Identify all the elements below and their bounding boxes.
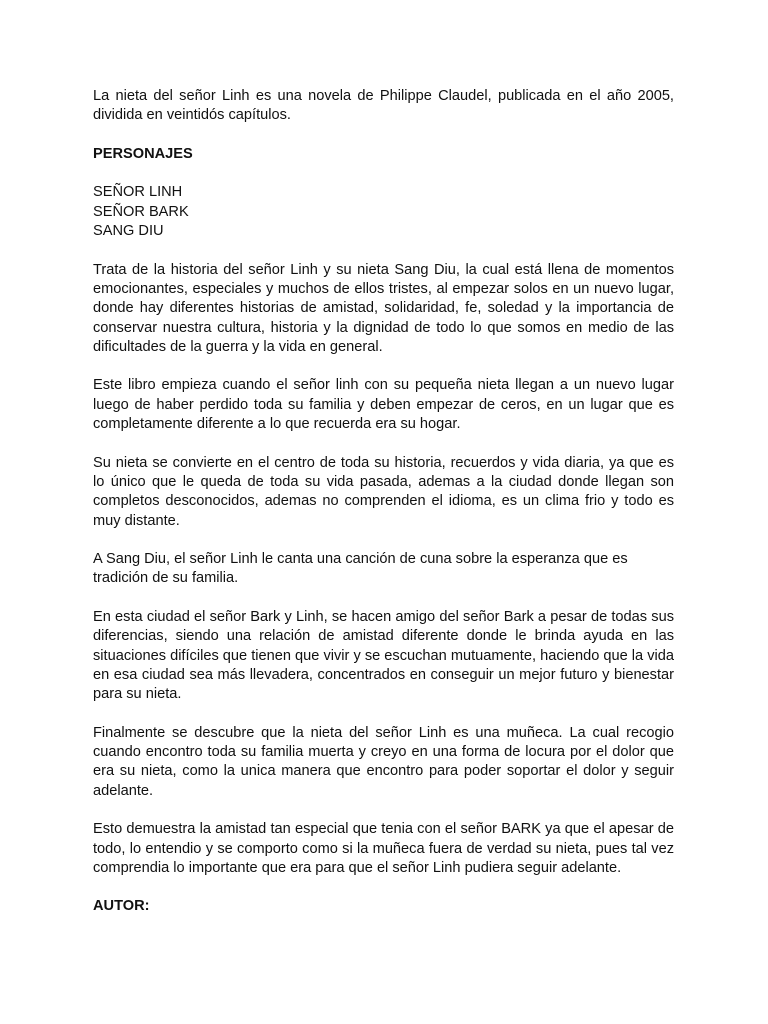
body-paragraph: En esta ciudad el señor Bark y Linh, se hacen amigo del señor Bark a pesar de todas sus diferencias, siendo una relación de amistad diferente donde le brinda ayuda en las situaciones difíciles que tienen que vivir y se escuchan mutuamente, haciendo que la vida en esa ciudad sea más llevadera, concentrados en conseguir un mejor futuro y bienestar para su nieta. (93, 609, 674, 703)
body-paragraph: Finalmente se descubre que la nieta del señor Linh es una muñeca. La cual recogio cuando encontro toda su familia muerta y creyo en una forma de locura por el dolor que era su nieta, como la unica manera que encontro para poder soportar el dolor y seguir adelante. (93, 724, 674, 799)
author-heading: AUTOR: (93, 898, 150, 915)
body-paragraph: A Sang Diu, el señor Linh le canta una canción de cuna sobre la esperanza que es tradición de su familia. (93, 551, 628, 587)
character-item: SEÑOR LINH (93, 184, 183, 201)
body-paragraph: Este libro empieza cuando el señor linh con su pequeña nieta llegan a un nuevo lugar luego de haber perdido toda su familia y deben empezar de ceros, en un lugar que es completamente diferente a lo que recuerda era su hogar. (93, 377, 674, 433)
body-paragraph: Trata de la historia del señor Linh y su nieta Sang Diu, la cual está llena de momentos emocionantes, especiales y muchos de ellos tristes, al empezar solos en un nuevo lugar, donde hay diferentes historias de amistad, solidaridad, fe, soledad y la importancia de conservar nuestra cultura, historia y la dignidad de todo lo que somos en medio de las dificultades de la guerra y la vida en general. (93, 261, 674, 355)
body-paragraph: Su nieta se convierte en el centro de toda su historia, recuerdos y vida diaria, ya que es lo único que le queda de toda su vida pasada, ademas a la ciudad donde llegan son completos desconocidos, ademas no comprenden el idioma, es un clima frio y todo es muy distante. (93, 454, 674, 529)
intro-paragraph: La nieta del señor Linh es una novela de Philippe Claudel, publicada en el año 2005, dividida en veintidós capítulos. (93, 88, 674, 124)
character-item: SANG DIU (93, 223, 164, 240)
body-paragraph: Esto demuestra la amistad tan especial que tenia con el señor BARK ya que el apesar de todo, lo entendio y se comporto como si la muñeca fuera de verdad su nieta, pues tal vez comprendia lo importante que era para que el señor Linh pudiera seguir adelante. (93, 821, 674, 876)
characters-heading: PERSONAJES (93, 145, 193, 162)
character-item: SEÑOR BARK (93, 203, 189, 220)
document-body (93, 87, 674, 936)
characters-list (93, 183, 674, 241)
